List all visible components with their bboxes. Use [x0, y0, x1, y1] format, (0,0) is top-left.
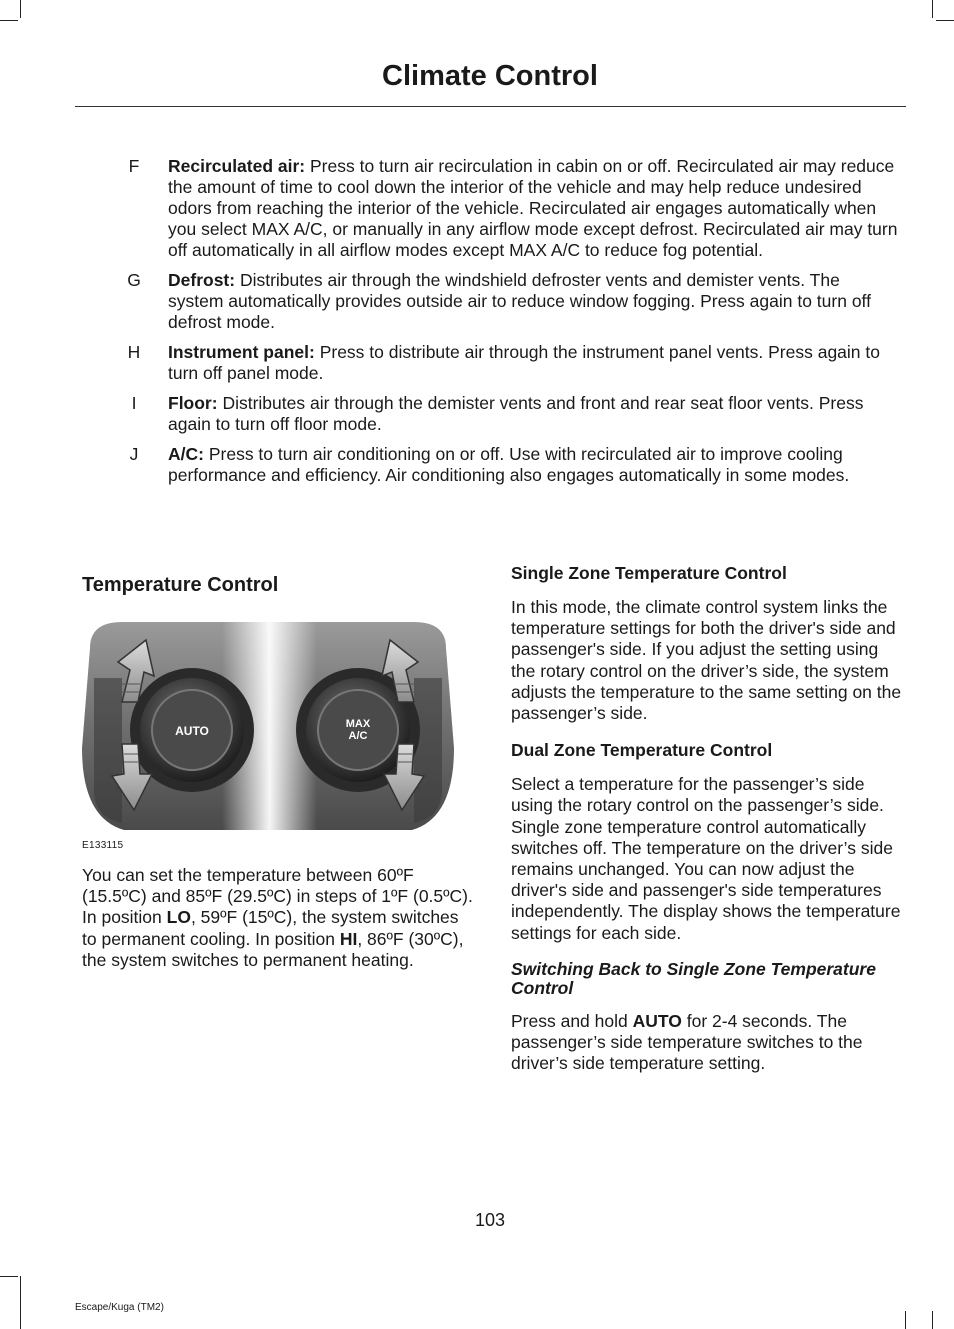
- list-item: [100, 156, 900, 261]
- page-number: 103: [474, 1210, 506, 1230]
- list-item: [100, 270, 900, 333]
- single-zone-heading: Single Zone Temperature Control: [511, 563, 787, 583]
- left-column: [82, 572, 474, 987]
- climate-panel-illustration: [82, 618, 454, 836]
- item-term: Instrument panel:: [168, 342, 315, 362]
- item-letter: F: [128, 156, 140, 176]
- switch-back-heading: Switching Back to Single Zone Temperature Control: [511, 958, 876, 998]
- list-item: [100, 444, 900, 486]
- footer-text: Escape/Kuga (TM2): [75, 1302, 164, 1313]
- text-span: , 86ºF (30ºC), the system switches to permanent heating.: [82, 928, 464, 970]
- max-ac-button-label-line2: A/C: [348, 730, 368, 742]
- text-span: for 2-4 seconds. The passenger’s side temperature switches to the driver’s side temperature setting.: [511, 1010, 863, 1074]
- figure-id: E133115: [82, 840, 124, 851]
- section-heading-temperature-control: Temperature Control: [82, 574, 279, 596]
- item-letter: H: [127, 342, 141, 362]
- max-ac-button-label-line1: MAX: [345, 718, 371, 730]
- temperature-paragraph: [82, 865, 474, 971]
- list-item: [100, 393, 900, 435]
- item-term: Floor:: [168, 393, 218, 413]
- item-letter: G: [127, 270, 141, 290]
- item-description: Press to turn air recirculation in cabin on or off. Recirculated air may reduce the amount of time to cool down the interior of the vehicle and may help reduce undesired odors from reaching the interior of the vehicle. Recirculated air engages automatically when you select MAX A/C, or manually in any airflow mode except defrost. Recirculated air may turn off automatically in all airflow modes except MAX A/C to reduce fog potential.: [168, 156, 898, 260]
- climate-control-figure: [82, 618, 454, 836]
- item-description: Press to turn air conditioning on or off. Use with recirculated air to improve cooling performance and efficiency. Air conditioning also engages automatically in some modes.: [168, 444, 850, 485]
- crop-mark: [905, 1311, 906, 1329]
- item-term: Defrost:: [168, 270, 236, 290]
- right-column: [511, 563, 903, 1090]
- lo-label: LO: [166, 907, 191, 928]
- list-item: [100, 342, 900, 384]
- item-term: A/C:: [168, 444, 204, 464]
- item-description: Press to distribute air through the instrument panel vents. Press again to turn off panel mode.: [168, 342, 880, 383]
- item-letter: J: [129, 444, 139, 464]
- item-description: Distributes air through the windshield defroster vents and demister vents. The system automatically provides outside air to reduce window fogging. Press again to turn off defrost mode.: [168, 270, 871, 332]
- switch-back-paragraph: [511, 1011, 903, 1075]
- crop-mark: [0, 1276, 18, 1277]
- crop-mark: [20, 1276, 21, 1329]
- crop-mark: [20, 0, 21, 18]
- item-description: Distributes air through the demister vents and front and rear seat floor vents. Press again to turn off floor mode.: [168, 393, 864, 434]
- control-item-list: [100, 156, 900, 495]
- text-span: Press and hold: [511, 1010, 633, 1031]
- item-letter: I: [131, 393, 137, 413]
- hi-label: HI: [339, 928, 358, 949]
- dual-zone-heading: Dual Zone Temperature Control: [511, 740, 773, 761]
- page-title: Climate Control: [382, 60, 598, 92]
- auto-button-label: AUTO: [175, 724, 209, 738]
- dual-zone-paragraph: Select a temperature for the passenger’s side using the rotary control on the passenger’s side. Single zone temperature control automatically switches off. The temperature on the driver’s side remains unchanged. You can now adjust the driver's side and passenger's side temperatures independently. The display shows the temperature settings for each side.: [511, 774, 901, 943]
- text-span: You can set the temperature between 60ºF (15.5ºC) and 85ºF (29.5ºC) in steps of 1ºF (0.5ºC). In position: [82, 865, 473, 928]
- crop-mark: [932, 1311, 933, 1329]
- item-term: Recirculated air:: [168, 156, 306, 176]
- text-span: , 59ºF (15ºC), the system switches to permanent cooling. In position: [82, 907, 459, 949]
- crop-mark: [936, 20, 954, 21]
- title-divider: [75, 106, 906, 107]
- crop-mark: [932, 0, 933, 18]
- crop-mark: [0, 20, 18, 21]
- auto-label: AUTO: [632, 1010, 682, 1031]
- single-zone-paragraph: In this mode, the climate control system links the temperature settings for both the driver's side and passenger's side. If you adjust the setting using the rotary control on the driver’s side, the system adjusts the temperature to the same setting on the passenger’s side.: [511, 597, 902, 724]
